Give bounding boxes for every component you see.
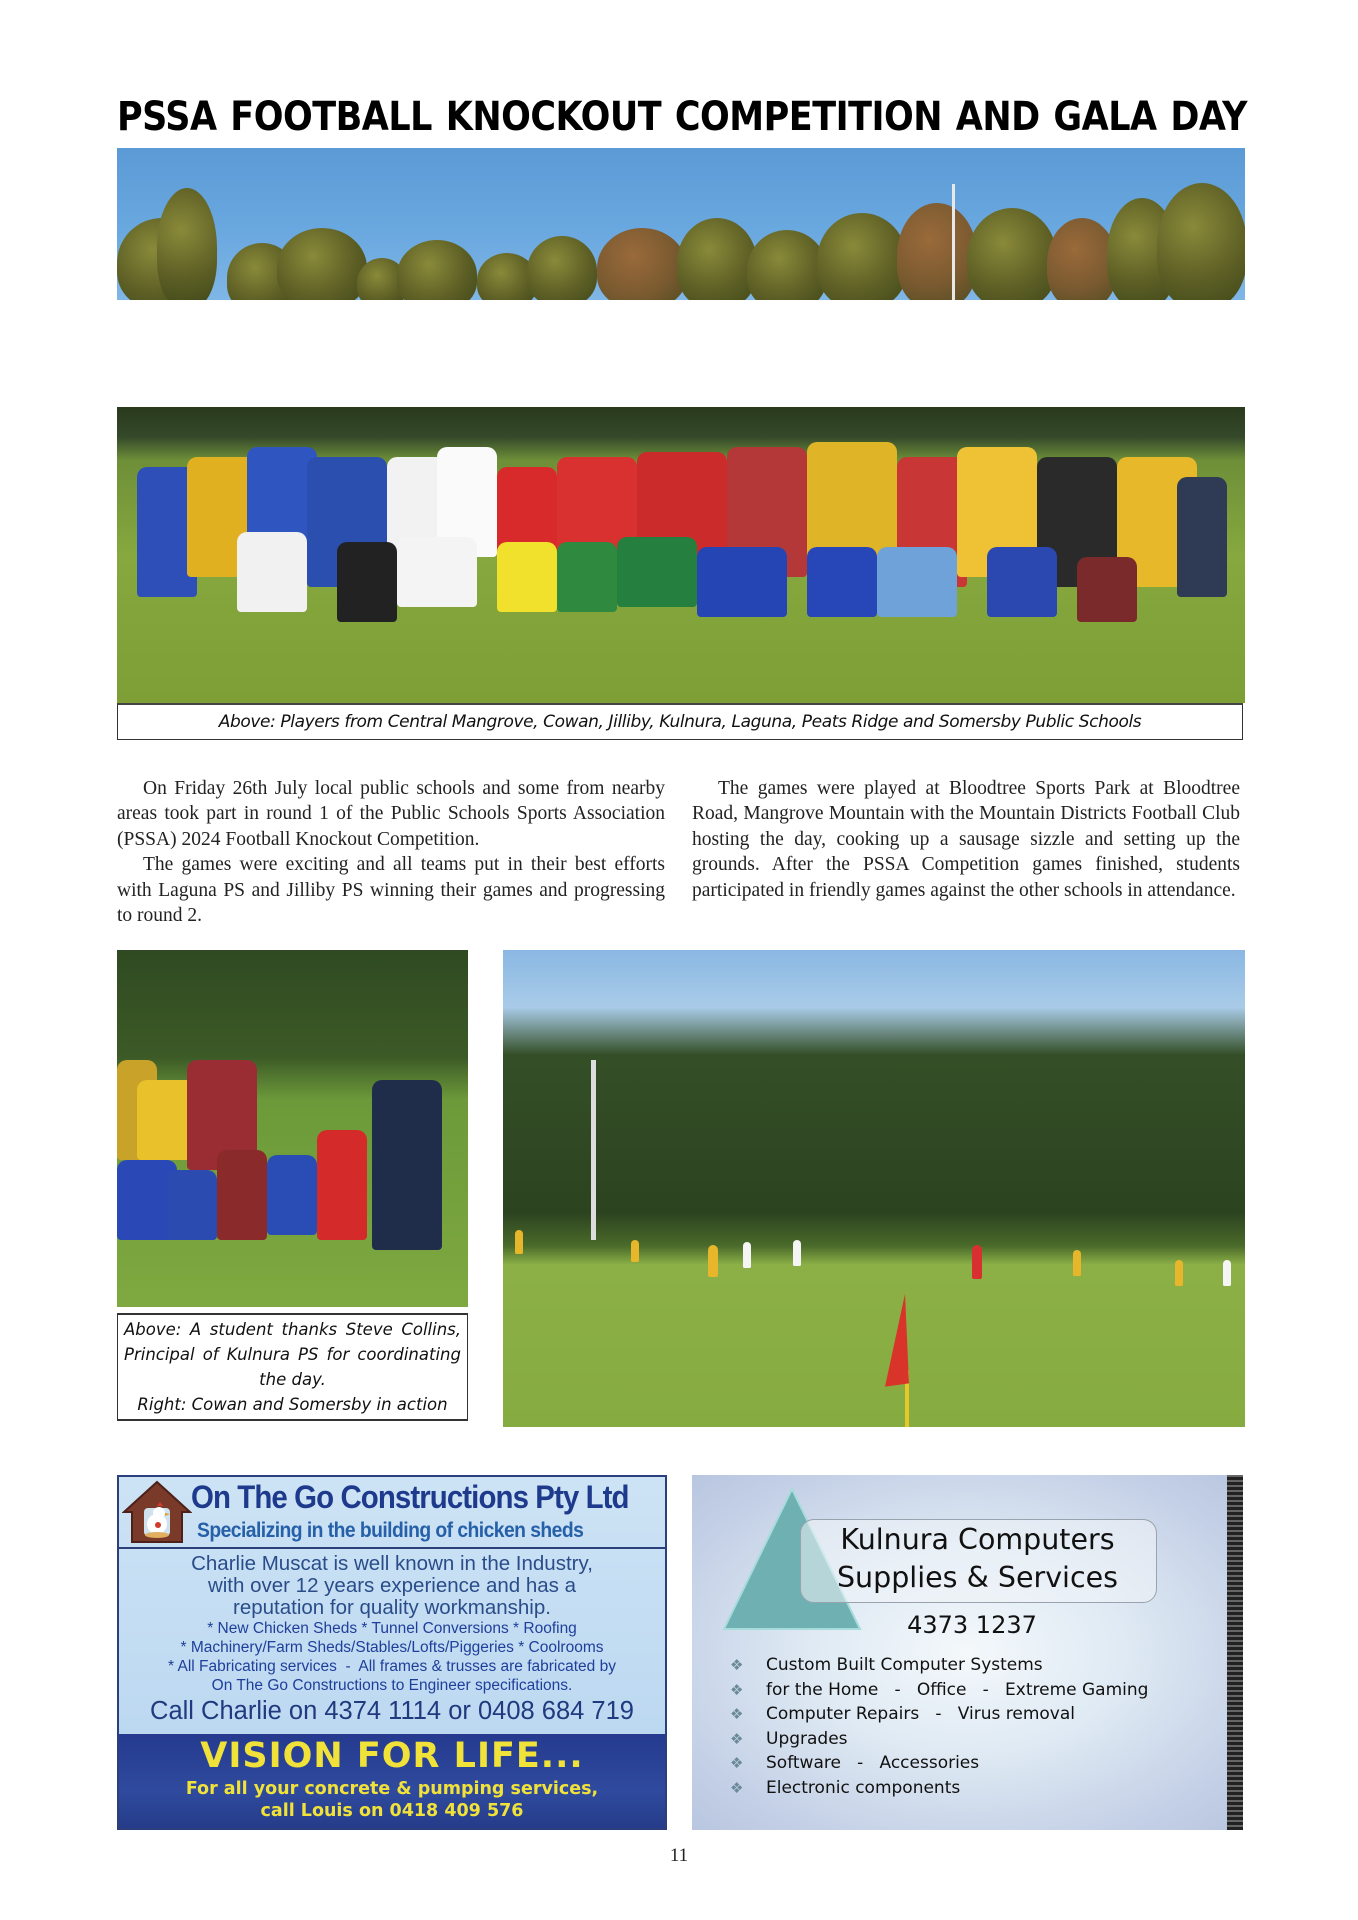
ad-vision-band bbox=[119, 1734, 665, 1828]
list-item-text: Software - Accessories bbox=[766, 1753, 980, 1773]
diamond-cluster-icon: ❖ bbox=[730, 1680, 744, 1699]
list-item bbox=[730, 1702, 1148, 1727]
ad-vision-sub: For all your concrete & pumping services, bbox=[185, 1779, 599, 1799]
ad-company-name bbox=[800, 1521, 1155, 1597]
ad-name-line: Supplies & Services bbox=[836, 1561, 1119, 1594]
floodlight-pole bbox=[952, 184, 955, 300]
paragraph: The games were played at Bloodtree Sports Park at Bloodtree Road, Mangrove Mountain with the Mountain Districts Football Club hosting the day, cooking up a sausage sizzle and setting up the grounds. After the PSSA Competition games finished, students participated in friendly games against the other schools in attendance. bbox=[692, 778, 1240, 901]
chicken-house-icon bbox=[122, 1480, 192, 1544]
group-photo bbox=[117, 407, 1245, 703]
ad-body bbox=[119, 1553, 665, 1727]
caption-line: Right: Cowan and Somersby in action bbox=[137, 1395, 448, 1414]
diamond-cluster-icon: ❖ bbox=[730, 1656, 744, 1674]
ad-brand-name: On The Go Constructions Pty Ltd bbox=[191, 1479, 629, 1515]
list-item bbox=[730, 1751, 1148, 1776]
ad-texture-strip bbox=[1227, 1475, 1243, 1830]
banner-photo bbox=[117, 148, 1245, 300]
list-item bbox=[730, 1653, 1148, 1678]
ad-intro bbox=[119, 1553, 665, 1619]
ad-header bbox=[119, 1477, 665, 1549]
caption-line: the day. bbox=[259, 1370, 326, 1389]
ad-call-line: Call Charlie on 4374 1114 or 0408 684 719 bbox=[150, 1697, 634, 1725]
list-item bbox=[730, 1678, 1148, 1703]
diamond-cluster-icon: ❖ bbox=[730, 1705, 744, 1723]
paragraph: On Friday 26th July local public schools and some from nearby areas took part in round 1 of the Public Schools Sports Association (PSSA) 2024 Football Knockout Competition. bbox=[117, 778, 665, 850]
lower-photos-caption bbox=[117, 1313, 468, 1421]
list-item bbox=[730, 1776, 1148, 1801]
list-item bbox=[730, 1727, 1148, 1752]
diamond-cluster-icon: ❖ bbox=[730, 1754, 744, 1772]
ad-service-line: On The Go Constructions to Engineer specifications. bbox=[211, 1677, 573, 1694]
thanks-photo bbox=[117, 950, 468, 1307]
list-item-text: for the Home - Office - Extreme Gaming bbox=[766, 1679, 1149, 1700]
corner-flag bbox=[885, 1293, 909, 1386]
ad-tagline: Specializing in the building of chicken sheds bbox=[197, 1519, 584, 1542]
article-column-1 bbox=[117, 776, 665, 928]
paragraph: The games were exciting and all teams put in their best efforts with Laguna PS and Jilliby PS winning their games and progressing to round 2. bbox=[117, 854, 665, 927]
article-column-2 bbox=[692, 776, 1240, 903]
list-item-text: Electronic components bbox=[766, 1777, 961, 1798]
page-number: 11 bbox=[669, 1845, 689, 1866]
ad-service-line: * All Fabricating services - All frames & trusses are fabricated by bbox=[168, 1658, 616, 1675]
list-item-text: Custom Built Computer Systems bbox=[766, 1655, 1043, 1675]
list-item-text: Upgrades bbox=[766, 1728, 848, 1749]
floodlight-pole bbox=[591, 1060, 596, 1240]
ad-services bbox=[119, 1619, 665, 1695]
ad-intro-line: reputation for quality workmanship. bbox=[233, 1596, 551, 1619]
list-item-text: Computer Repairs - Virus removal bbox=[766, 1704, 1075, 1724]
ad-name-line: Kulnura Computers bbox=[840, 1523, 1115, 1556]
ad-service-line: * Machinery/Farm Sheds/Stables/Lofts/Piggeries * Coolrooms bbox=[180, 1639, 604, 1656]
ad-service-line: * New Chicken Sheds * Tunnel Conversions * Roofing bbox=[207, 1620, 577, 1637]
ad-phone: 4373 1237 bbox=[907, 1611, 1037, 1639]
caption-line: Principal of Kulnura PS for coordinating bbox=[124, 1345, 461, 1364]
diamond-cluster-icon: ❖ bbox=[730, 1729, 744, 1748]
ad-intro-line: Charlie Muscat is well known in the Industry, bbox=[191, 1552, 593, 1575]
page-title: PSSA FOOTBALL KNOCKOUT COMPETITION AND GALA DAY bbox=[117, 94, 1247, 141]
caption-line: Above: A student thanks Steve Collins, bbox=[124, 1320, 461, 1339]
ad-vision-sub: call Louis on 0418 409 576 bbox=[260, 1801, 524, 1821]
ad-on-the-go-constructions bbox=[117, 1475, 667, 1830]
diamond-cluster-icon: ❖ bbox=[730, 1778, 744, 1797]
ad-vision-title: VISION FOR LIFE... bbox=[200, 1736, 584, 1776]
ad-intro-line: with over 12 years experience and has a bbox=[207, 1574, 577, 1597]
ad-service-list bbox=[730, 1653, 1148, 1800]
ad-kulnura-computers bbox=[692, 1475, 1243, 1830]
action-photo bbox=[503, 950, 1245, 1427]
group-photo-caption: Above: Players from Central Mangrove, Cowan, Jilliby, Kulnura, Laguna, Peats Ridge and Somersby Public Schools bbox=[117, 703, 1243, 740]
